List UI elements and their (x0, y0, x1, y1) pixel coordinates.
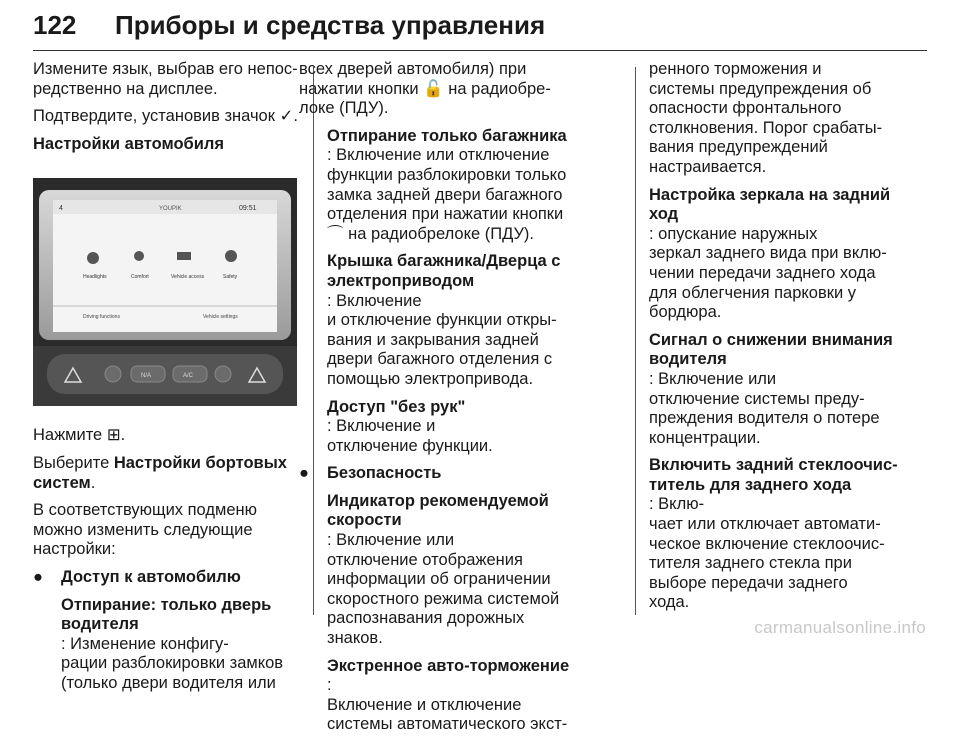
text-line: настраивается. (649, 157, 767, 176)
text-run: Выберите (33, 453, 114, 472)
item-title: Сигнал о снижении внимания (649, 330, 893, 349)
item-power-tailgate (327, 252, 599, 389)
text-line: вания и закрывания задней (327, 330, 539, 349)
item-title: Доступ "без рук" (327, 397, 466, 416)
vehicle-access-icon (177, 252, 191, 260)
tile-safety[interactable]: Safety (223, 274, 238, 281)
item-title: Включить задний стеклоочис- (649, 456, 898, 475)
item-title: Индикатор рекомендуемой (327, 491, 549, 510)
text-line: В соответствующих подменю (33, 501, 257, 520)
paragraph-submenu (33, 501, 305, 560)
text-line: редственно на дисплее. (33, 79, 218, 98)
column-3 (649, 60, 927, 621)
item-title: титель для заднего хода (649, 475, 852, 494)
column-2 (299, 60, 599, 743)
item-emergency-braking (327, 657, 599, 735)
comfort-icon (134, 251, 144, 261)
item-title: Экстренное авто-торможение (327, 656, 570, 675)
menu-reference: Настройки бортовых систем (33, 453, 287, 492)
text-run: : (327, 676, 332, 695)
paragraph-select (33, 454, 305, 493)
text-line: можно изменить следующие (33, 520, 253, 539)
column-1 (33, 60, 305, 702)
text-run: : Включение или (649, 369, 777, 388)
tile-headlights[interactable]: Headlights (83, 274, 107, 281)
column-divider (313, 67, 314, 615)
item-mirror-reverse (649, 186, 927, 323)
text-line: хода. (649, 593, 690, 612)
column-divider (635, 67, 636, 615)
status-left: 4 (59, 205, 63, 213)
tile-vehicle-access[interactable]: Vehicle access (171, 274, 205, 281)
text-run: : Включение или отключение (327, 146, 550, 165)
control-knob[interactable] (215, 366, 231, 382)
text-line: отключение функции. (327, 436, 493, 455)
text-line: нажатии кнопки 🔓 на радиобре- (299, 79, 551, 98)
text-line: ческое включение стеклоочис- (649, 534, 885, 553)
headlights-icon (87, 252, 99, 264)
text-line: чает или отключает автомати- (649, 515, 881, 534)
text-line: опасности фронтального (649, 99, 842, 118)
item-title: электроприводом (327, 271, 475, 290)
page-number: 122 (33, 10, 77, 40)
text-run: : Включение и (327, 417, 436, 436)
tab-vehicle-settings[interactable]: Vehicle settings (203, 314, 238, 321)
text-line: распознавания дорожных (327, 609, 525, 628)
item-unlock-driver (33, 596, 305, 694)
text-line: тителя заднего стекла при (649, 554, 852, 573)
item-speed-indicator (327, 492, 599, 649)
text-line: знаков. (327, 629, 383, 648)
text-line: рации разблокировки замков (61, 654, 284, 673)
item-unlock-cont (299, 60, 599, 119)
item-title: водителя (61, 615, 139, 634)
text-line: ⌒ на радиобрелоке (ПДУ). (327, 224, 535, 243)
watermark: carmanualsonline.info (754, 618, 926, 637)
text-line: бордюра. (649, 303, 722, 322)
text-line: чении передачи заднего хода (649, 263, 876, 282)
bullet-icon: ● (299, 464, 309, 483)
bullet-icon: ● (33, 567, 43, 586)
item-trunk-unlock (327, 127, 599, 245)
text-line: отключение системы преду- (649, 389, 865, 408)
text-line: зеркал заднего вида при вклю- (649, 244, 887, 263)
bullet-safety (299, 464, 599, 484)
text-line: отделения при нажатии кнопки (327, 205, 564, 224)
button-label: N/A (141, 373, 152, 380)
paragraph-press: Нажмите ⊞. (33, 426, 126, 445)
text-line: отключение отображения (327, 550, 523, 569)
text-line: локе (ПДУ). (299, 99, 389, 118)
text-line: Измените язык, выбрав его непос- (33, 60, 298, 78)
text-line: выборе передачи заднего (649, 573, 848, 592)
text-line: Включение и отключение (327, 695, 522, 714)
text-line: помощью электропривода. (327, 369, 534, 388)
text-line: вания предупреждений (649, 138, 828, 157)
item-emergency-braking-cont (649, 60, 927, 178)
infotainment-photo-svg (33, 178, 297, 406)
text-line: настройки: (33, 540, 116, 559)
item-driver-attention (649, 331, 927, 449)
tile-comfort[interactable]: Comfort (131, 274, 149, 281)
page-header (33, 10, 927, 50)
text-line: системы автоматического экст- (327, 715, 568, 734)
safety-icon (225, 250, 237, 262)
item-title: ход (649, 205, 679, 224)
text-line: концентрации. (649, 428, 761, 447)
item-title: Отпирание только багажника (327, 126, 567, 145)
tab-driving-functions[interactable]: Driving functions (83, 314, 120, 321)
status-center: YOUPIK (159, 206, 182, 213)
text-line: столкновения. Порог срабаты- (649, 118, 883, 137)
text-line: ренного торможения и (649, 60, 822, 78)
text-line: для облегчения парковки у (649, 283, 857, 302)
text-run: . (90, 473, 96, 492)
item-title: водителя (649, 350, 727, 369)
text-run: : Включение или (327, 531, 455, 550)
text-run: : Включение (327, 291, 422, 310)
text-run: : Вклю- (649, 495, 705, 514)
text-line: преждения водителя о потере (649, 409, 880, 428)
item-title: Крышка багажника/Дверца с (327, 252, 561, 271)
text-line: всех дверей автомобиля) при (299, 60, 527, 78)
status-clock: 09:51 (239, 205, 257, 213)
control-knob[interactable] (105, 366, 121, 382)
text-line: системы предупреждения об (649, 79, 872, 98)
text-line: скоростного режима системой (327, 589, 560, 608)
button-label: A/C (183, 373, 194, 380)
paragraph-confirm: Подтвердите, установив значок ✓. (33, 107, 298, 126)
section-heading: Настройки автомобиля (33, 134, 224, 153)
text-line: замка задней двери багажного (327, 185, 563, 204)
item-title: Настройка зеркала на задний (649, 185, 891, 204)
item-hands-free (327, 398, 599, 457)
item-title: Отпирание: только дверь (61, 595, 272, 614)
bullet-vehicle-access (33, 568, 305, 588)
paragraph-language (33, 60, 305, 99)
item-rear-wiper (649, 456, 927, 613)
item-title: скорости (327, 511, 402, 530)
bullet-title: Доступ к автомобилю (61, 567, 241, 586)
text-run: : Изменение конфигу- (61, 634, 229, 653)
infotainment-photo (33, 178, 297, 406)
text-line: и отключение функции откры- (327, 311, 557, 330)
bullet-title: Безопасность (327, 464, 442, 483)
text-line: функции разблокировки только (327, 165, 567, 184)
text-line: двери багажного отделения с (327, 350, 553, 369)
text-line: информации об ограничении (327, 570, 551, 589)
text-line: (только двери водителя или (61, 673, 276, 692)
text-run: : опускание наружных (649, 224, 818, 243)
page-title: Приборы и средства управления (115, 10, 546, 40)
header-rule (33, 50, 927, 51)
